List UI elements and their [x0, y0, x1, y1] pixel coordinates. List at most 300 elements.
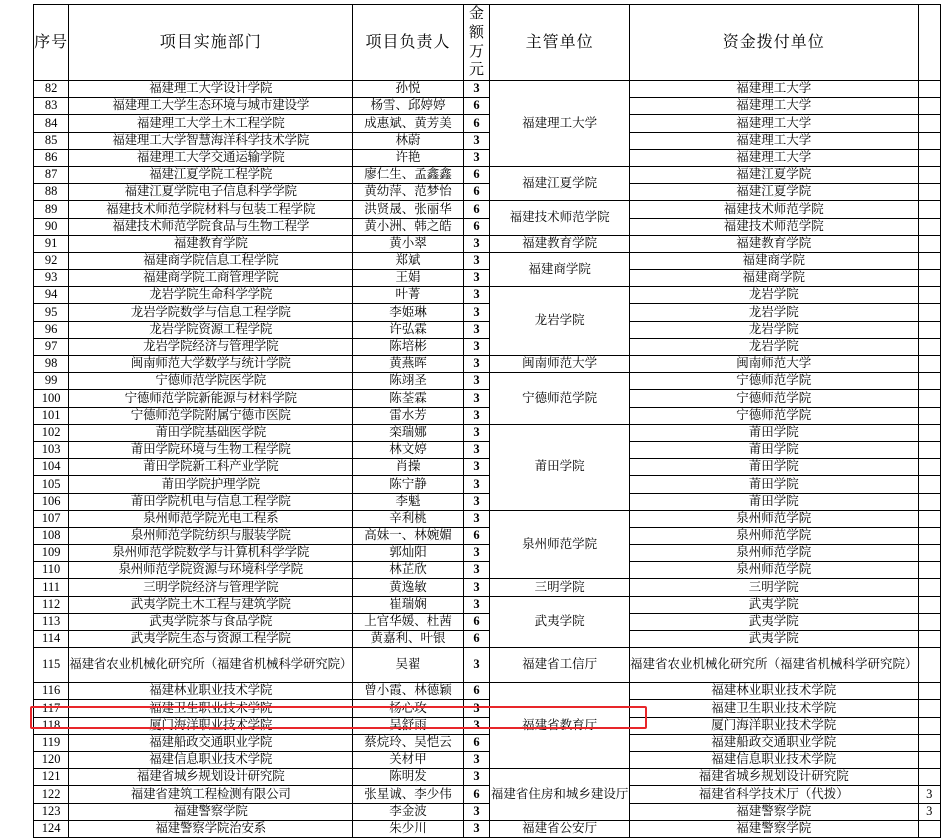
cell-department: 三明学院经济与管理学院	[69, 579, 353, 596]
cell-index: 99	[34, 373, 69, 390]
cell-amount: 6	[463, 166, 490, 183]
cell-amount: 3	[463, 648, 490, 683]
cell-amount: 3	[463, 235, 490, 252]
table-row	[34, 149, 941, 166]
cell-department: 泉州师范学院纺织与服装学院	[69, 527, 353, 544]
cell-leader: 李金波	[353, 803, 464, 820]
table-row	[34, 356, 941, 373]
cell-index: 95	[34, 304, 69, 321]
cell-department: 福建警察学院	[69, 803, 353, 820]
cell-leader: 孙悦	[353, 81, 464, 98]
table-row	[34, 717, 941, 734]
cell-department: 龙岩学院数学与信息工程学院	[69, 304, 353, 321]
cell-edge	[918, 218, 940, 235]
cell-leader: 杨雪、邱婷婷	[353, 98, 464, 115]
cell-amount: 3	[463, 407, 490, 424]
header-row	[34, 5, 941, 81]
table-row	[34, 700, 941, 717]
cell-leader: 蔡烷玲、吴恺云	[353, 734, 464, 751]
cell-edge	[918, 683, 940, 700]
cell-funding-unit: 龙岩学院	[630, 304, 919, 321]
cell-edge	[918, 717, 940, 734]
cell-department: 福建商学院信息工程学院	[69, 252, 353, 269]
table-row	[34, 441, 941, 458]
table-row	[34, 613, 941, 630]
table-row	[34, 321, 941, 338]
table-row	[34, 631, 941, 648]
cell-funding-unit: 福建商学院	[630, 270, 919, 287]
cell-edge	[918, 562, 940, 579]
cell-funding-unit: 泉州师范学院	[630, 510, 919, 527]
cell-department: 福建省建筑工程检测有限公司	[69, 786, 353, 803]
cell-authority: 莆田学院	[490, 424, 630, 510]
cell-department: 龙岩学院资源工程学院	[69, 321, 353, 338]
cell-authority: 武夷学院	[490, 596, 630, 648]
cell-funding-unit: 龙岩学院	[630, 287, 919, 304]
column-header-department: 项目实施部门	[69, 5, 353, 81]
cell-funding-unit: 福建理工大学	[630, 115, 919, 132]
cell-leader: 黄逸敏	[353, 579, 464, 596]
cell-edge	[918, 270, 940, 287]
cell-amount: 6	[463, 734, 490, 751]
cell-funding-unit: 福建商学院	[630, 252, 919, 269]
cell-funding-unit: 福建江夏学院	[630, 184, 919, 201]
cell-amount: 3	[463, 510, 490, 527]
cell-amount: 3	[463, 338, 490, 355]
cell-amount: 3	[463, 545, 490, 562]
cell-edge	[918, 184, 940, 201]
cell-funding-unit: 宁德师范学院	[630, 390, 919, 407]
cell-funding-unit: 龙岩学院	[630, 338, 919, 355]
cell-funding-unit: 福建教育学院	[630, 235, 919, 252]
cell-amount: 6	[463, 201, 490, 218]
cell-authority: 泉州师范学院	[490, 510, 630, 579]
cell-edge	[918, 751, 940, 768]
cell-funding-unit: 福建林业职业技术学院	[630, 683, 919, 700]
table-row	[34, 338, 941, 355]
cell-department: 福建技术师范学院材料与包装工程学院	[69, 201, 353, 218]
cell-leader: 许弘霖	[353, 321, 464, 338]
cell-edge	[918, 510, 940, 527]
table-row	[34, 390, 941, 407]
cell-amount: 3	[463, 769, 490, 786]
cell-leader: 李姫琳	[353, 304, 464, 321]
cell-leader: 林蔚	[353, 132, 464, 149]
table-row	[34, 287, 941, 304]
table-row	[34, 648, 941, 683]
cell-department: 龙岩学院经济与管理学院	[69, 338, 353, 355]
cell-edge	[918, 700, 940, 717]
cell-funding-unit: 福建船政交通职业学院	[630, 734, 919, 751]
cell-authority: 龙岩学院	[490, 287, 630, 356]
cell-amount: 6	[463, 184, 490, 201]
cell-index: 104	[34, 459, 69, 476]
cell-funding-unit: 宁德师范学院	[630, 407, 919, 424]
cell-index: 87	[34, 166, 69, 183]
cell-index: 85	[34, 132, 69, 149]
cell-edge	[918, 287, 940, 304]
cell-funding-unit: 福建警察学院	[630, 820, 919, 837]
cell-edge	[918, 252, 940, 269]
cell-index: 110	[34, 562, 69, 579]
cell-edge	[918, 613, 940, 630]
cell-leader: 陈翊圣	[353, 373, 464, 390]
cell-edge	[918, 390, 940, 407]
cell-edge	[918, 527, 940, 544]
table-row	[34, 734, 941, 751]
cell-edge	[918, 304, 940, 321]
cell-index: 98	[34, 356, 69, 373]
column-header-authority: 主管单位	[490, 5, 630, 81]
cell-index: 118	[34, 717, 69, 734]
cell-authority: 福建省教育厅	[490, 683, 630, 769]
cell-amount: 3	[463, 751, 490, 768]
cell-department: 福建江夏学院工程学院	[69, 166, 353, 183]
cell-index: 103	[34, 441, 69, 458]
cell-department: 福建商学院工商管理学院	[69, 270, 353, 287]
table-header	[34, 5, 941, 81]
cell-department: 福建理工大学交通运输学院	[69, 149, 353, 166]
cell-index: 92	[34, 252, 69, 269]
table-row	[34, 493, 941, 510]
cell-edge	[918, 476, 940, 493]
column-header-leader: 项目负责人	[353, 5, 464, 81]
column-header-funding-unit: 资金拨付单位	[630, 5, 919, 81]
cell-funding-unit: 武夷学院	[630, 596, 919, 613]
cell-amount: 3	[463, 579, 490, 596]
table-row	[34, 820, 941, 837]
cell-index: 120	[34, 751, 69, 768]
table-row	[34, 201, 941, 218]
cell-edge	[918, 441, 940, 458]
table-row	[34, 304, 941, 321]
table-row	[34, 510, 941, 527]
cell-edge	[918, 81, 940, 98]
table-row	[34, 252, 941, 269]
cell-edge	[918, 631, 940, 648]
cell-index: 105	[34, 476, 69, 493]
cell-department: 泉州师范学院资源与环境科学学院	[69, 562, 353, 579]
cell-leader: 陈宁静	[353, 476, 464, 493]
table-row	[34, 786, 941, 803]
cell-leader: 郭灿阳	[353, 545, 464, 562]
cell-leader: 林文婷	[353, 441, 464, 458]
cell-edge	[918, 115, 940, 132]
cell-department: 武夷学院茶与食品学院	[69, 613, 353, 630]
cell-department: 武夷学院土木工程与建筑学院	[69, 596, 353, 613]
cell-leader: 黄燕晖	[353, 356, 464, 373]
cell-leader: 关材甲	[353, 751, 464, 768]
cell-amount: 3	[463, 493, 490, 510]
table-row	[34, 545, 941, 562]
column-header-index: 序号	[34, 5, 69, 81]
cell-funding-unit: 福建卫生职业技术学院	[630, 700, 919, 717]
cell-funding-unit: 泉州师范学院	[630, 562, 919, 579]
cell-funding-unit: 武夷学院	[630, 613, 919, 630]
cell-department: 福建林业职业技术学院	[69, 683, 353, 700]
table-row	[34, 579, 941, 596]
cell-authority: 福建教育学院	[490, 235, 630, 252]
cell-leader: 吴舒雨	[353, 717, 464, 734]
cell-leader: 杨心玫	[353, 700, 464, 717]
table-row	[34, 373, 941, 390]
cell-funding-unit: 武夷学院	[630, 631, 919, 648]
cell-funding-unit: 福建技术师范学院	[630, 218, 919, 235]
cell-index: 107	[34, 510, 69, 527]
cell-funding-unit: 泉州师范学院	[630, 527, 919, 544]
cell-leader: 廖仁生、孟鑫鑫	[353, 166, 464, 183]
table-body	[34, 81, 941, 838]
cell-amount: 3	[463, 252, 490, 269]
cell-funding-unit: 福建理工大学	[630, 149, 919, 166]
table-row	[34, 115, 941, 132]
cell-edge	[918, 407, 940, 424]
cell-leader: 肖操	[353, 459, 464, 476]
cell-amount: 3	[463, 390, 490, 407]
cell-department: 莆田学院护理学院	[69, 476, 353, 493]
cell-department: 福建信息职业技术学院	[69, 751, 353, 768]
column-header-edge	[918, 5, 940, 81]
cell-edge	[918, 338, 940, 355]
cell-leader: 李魁	[353, 493, 464, 510]
cell-edge	[918, 321, 940, 338]
cell-funding-unit: 莆田学院	[630, 441, 919, 458]
cell-edge	[918, 235, 940, 252]
cell-department: 福建理工大学生态环境与城市建设学	[69, 98, 353, 115]
funding-table	[33, 4, 941, 838]
cell-amount: 3	[463, 373, 490, 390]
cell-amount: 6	[463, 683, 490, 700]
cell-authority: 三明学院	[490, 579, 630, 596]
table-row	[34, 235, 941, 252]
amount-head-line2: 万元	[469, 43, 485, 79]
cell-funding-unit: 福建省农业机械化研究所（福建省机械科学研究院）	[630, 648, 919, 683]
cell-department: 福建卫生职业技术学院	[69, 700, 353, 717]
cell-leader: 黄小洲、韩之皓	[353, 218, 464, 235]
cell-department: 福建理工大学土木工程学院	[69, 115, 353, 132]
cell-index: 86	[34, 149, 69, 166]
cell-department: 龙岩学院生命科学学院	[69, 287, 353, 304]
cell-leader: 陈明发	[353, 769, 464, 786]
cell-amount: 6	[463, 218, 490, 235]
cell-amount: 6	[463, 631, 490, 648]
amount-head-line1: 金额	[469, 6, 485, 41]
cell-index: 84	[34, 115, 69, 132]
table-row	[34, 476, 941, 493]
cell-department: 宁德师范学院附属宁德市医院	[69, 407, 353, 424]
cell-edge	[918, 373, 940, 390]
cell-index: 123	[34, 803, 69, 820]
cell-amount: 3	[463, 270, 490, 287]
cell-index: 112	[34, 596, 69, 613]
cell-funding-unit: 泉州师范学院	[630, 545, 919, 562]
cell-department: 厦门海洋职业技术学院	[69, 717, 353, 734]
cell-department: 福建理工大学设计学院	[69, 81, 353, 98]
cell-leader: 陈荃霖	[353, 390, 464, 407]
table-row	[34, 562, 941, 579]
table-row	[34, 166, 941, 183]
cell-index: 82	[34, 81, 69, 98]
cell-index: 89	[34, 201, 69, 218]
table-row	[34, 270, 941, 287]
cell-department: 武夷学院生态与资源工程学院	[69, 631, 353, 648]
cell-amount: 3	[463, 132, 490, 149]
cell-funding-unit: 福建理工大学	[630, 81, 919, 98]
cell-department: 宁德师范学院新能源与材料学院	[69, 390, 353, 407]
cell-amount: 3	[463, 717, 490, 734]
cell-edge	[918, 493, 940, 510]
cell-funding-unit: 莆田学院	[630, 424, 919, 441]
cell-department: 福建警察学院治安系	[69, 820, 353, 837]
cell-authority: 福建理工大学	[490, 81, 630, 167]
cell-leader: 洪贤晟、张丽华	[353, 201, 464, 218]
cell-authority: 福建省住房和城乡建设厅	[490, 769, 630, 821]
cell-department: 福建技术师范学院食品与生物工程学	[69, 218, 353, 235]
cell-department: 福建省城乡规划设计研究院	[69, 769, 353, 786]
cell-authority: 宁德师范学院	[490, 373, 630, 425]
cell-amount: 3	[463, 149, 490, 166]
cell-funding-unit: 福建江夏学院	[630, 166, 919, 183]
table-row	[34, 98, 941, 115]
cell-index: 114	[34, 631, 69, 648]
cell-index: 108	[34, 527, 69, 544]
cell-edge: 3	[918, 803, 940, 820]
cell-index: 119	[34, 734, 69, 751]
table-row	[34, 81, 941, 98]
column-header-amount	[463, 5, 490, 81]
cell-leader: 叶菁	[353, 287, 464, 304]
cell-department: 宁德师范学院医学院	[69, 373, 353, 390]
table-row	[34, 769, 941, 786]
cell-leader: 高妹一、林婉媚	[353, 527, 464, 544]
cell-leader: 朱少川	[353, 820, 464, 837]
cell-leader: 上官华媛、杜茜	[353, 613, 464, 630]
table-row	[34, 218, 941, 235]
cell-edge	[918, 201, 940, 218]
cell-amount: 3	[463, 81, 490, 98]
cell-amount: 3	[463, 321, 490, 338]
cell-authority: 福建省公安厅	[490, 820, 630, 837]
cell-amount: 3	[463, 596, 490, 613]
cell-index: 101	[34, 407, 69, 424]
cell-edge	[918, 98, 940, 115]
table-row	[34, 751, 941, 768]
cell-department: 福建教育学院	[69, 235, 353, 252]
cell-department: 福建省农业机械化研究所（福建省机械科学研究院）	[69, 648, 353, 683]
cell-edge	[918, 769, 940, 786]
cell-index: 111	[34, 579, 69, 596]
cell-amount: 6	[463, 527, 490, 544]
cell-leader: 郑斌	[353, 252, 464, 269]
cell-amount: 3	[463, 562, 490, 579]
cell-leader: 王娟	[353, 270, 464, 287]
cell-amount: 3	[463, 820, 490, 837]
cell-index: 90	[34, 218, 69, 235]
cell-authority: 福建省工信厅	[490, 648, 630, 683]
table-row	[34, 407, 941, 424]
cell-authority: 福建商学院	[490, 252, 630, 286]
cell-leader: 雷水芳	[353, 407, 464, 424]
cell-amount: 6	[463, 115, 490, 132]
cell-amount: 3	[463, 476, 490, 493]
cell-index: 96	[34, 321, 69, 338]
cell-leader: 林芷欣	[353, 562, 464, 579]
cell-leader: 黄幼萍、范梦怡	[353, 184, 464, 201]
cell-amount: 3	[463, 459, 490, 476]
cell-index: 94	[34, 287, 69, 304]
cell-leader: 张星诚、李少伟	[353, 786, 464, 803]
cell-authority: 福建技术师范学院	[490, 201, 630, 235]
cell-edge	[918, 132, 940, 149]
cell-edge	[918, 149, 940, 166]
cell-department: 福建江夏学院电子信息科学学院	[69, 184, 353, 201]
cell-index: 116	[34, 683, 69, 700]
cell-funding-unit: 三明学院	[630, 579, 919, 596]
cell-amount: 3	[463, 356, 490, 373]
cell-funding-unit: 福建警察学院	[630, 803, 919, 820]
cell-department: 福建理工大学智慧海洋科学技术学院	[69, 132, 353, 149]
cell-funding-unit: 宁德师范学院	[630, 373, 919, 390]
cell-leader: 陈培彬	[353, 338, 464, 355]
cell-amount: 3	[463, 803, 490, 820]
cell-index: 117	[34, 700, 69, 717]
cell-amount: 3	[463, 287, 490, 304]
cell-index: 121	[34, 769, 69, 786]
cell-department: 莆田学院基础医学院	[69, 424, 353, 441]
table-row	[34, 683, 941, 700]
cell-authority: 闽南师范大学	[490, 356, 630, 373]
cell-edge	[918, 734, 940, 751]
cell-authority: 福建江夏学院	[490, 166, 630, 200]
cell-funding-unit: 厦门海洋职业技术学院	[630, 717, 919, 734]
cell-funding-unit: 福建技术师范学院	[630, 201, 919, 218]
cell-funding-unit: 福建省科学技术厅（代拨）	[630, 786, 919, 803]
cell-leader: 黄嘉利、叶银	[353, 631, 464, 648]
cell-index: 109	[34, 545, 69, 562]
cell-edge: 3	[918, 786, 940, 803]
cell-amount: 3	[463, 424, 490, 441]
cell-leader: 辛利桃	[353, 510, 464, 527]
cell-department: 莆田学院环境与生物工程学院	[69, 441, 353, 458]
cell-index: 83	[34, 98, 69, 115]
cell-funding-unit: 龙岩学院	[630, 321, 919, 338]
cell-leader: 黄小翠	[353, 235, 464, 252]
cell-funding-unit: 闽南师范大学	[630, 356, 919, 373]
cell-leader: 曾小霞、林德颖	[353, 683, 464, 700]
cell-leader: 崔瑞娴	[353, 596, 464, 613]
cell-funding-unit: 福建理工大学	[630, 98, 919, 115]
cell-department: 莆田学院机电与信息工程学院	[69, 493, 353, 510]
cell-leader: 许艳	[353, 149, 464, 166]
cell-edge	[918, 166, 940, 183]
cell-funding-unit: 莆田学院	[630, 476, 919, 493]
cell-edge	[918, 356, 940, 373]
table-row	[34, 596, 941, 613]
cell-funding-unit: 莆田学院	[630, 493, 919, 510]
cell-funding-unit: 福建理工大学	[630, 132, 919, 149]
table-row	[34, 424, 941, 441]
cell-index: 106	[34, 493, 69, 510]
cell-index: 113	[34, 613, 69, 630]
cell-department: 莆田学院新工科产业学院	[69, 459, 353, 476]
cell-leader: 成惠斌、黄芳美	[353, 115, 464, 132]
cell-index: 102	[34, 424, 69, 441]
cell-funding-unit: 福建信息职业技术学院	[630, 751, 919, 768]
cell-edge	[918, 579, 940, 596]
table-row	[34, 459, 941, 476]
cell-amount: 3	[463, 700, 490, 717]
cell-index: 91	[34, 235, 69, 252]
